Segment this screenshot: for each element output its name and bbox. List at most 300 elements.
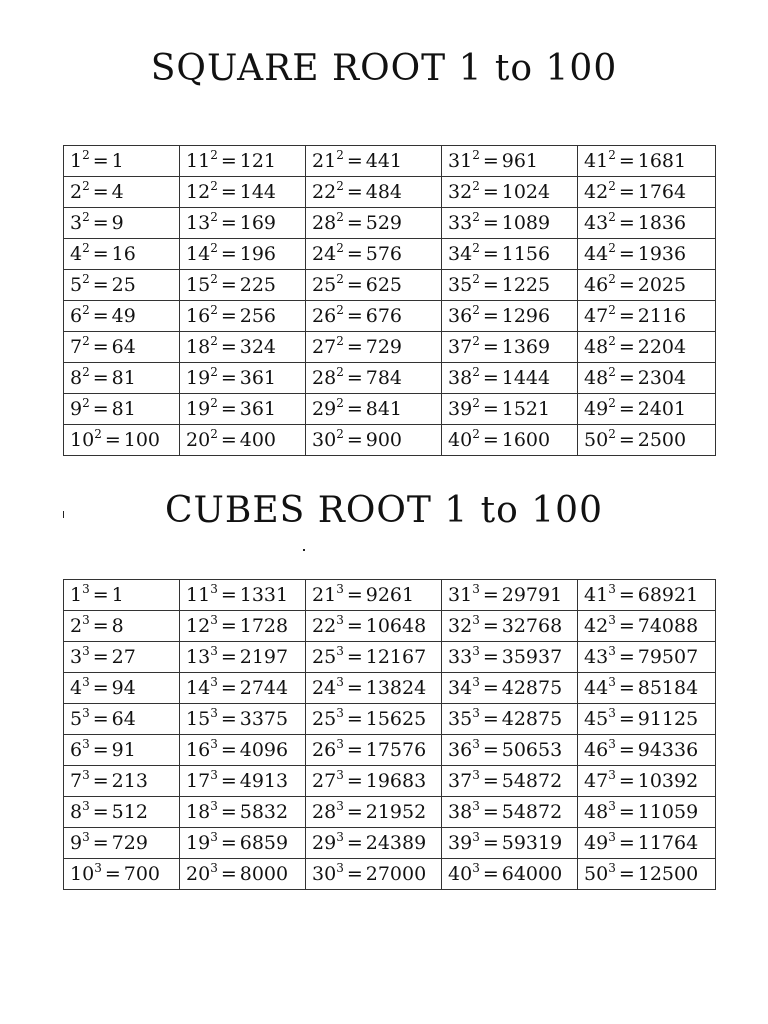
cell-exponent: 3	[336, 768, 344, 782]
table-cell	[180, 642, 306, 673]
cell-value: 1	[111, 150, 124, 172]
cell-exponent: 3	[210, 799, 218, 813]
cell-value: 512	[111, 801, 148, 823]
table-cell	[64, 363, 180, 394]
cell-exponent: 3	[336, 613, 344, 627]
cell-base: 49	[584, 398, 609, 420]
cell-base: 8	[70, 801, 83, 823]
cell-exponent: 2	[472, 396, 480, 410]
table-cell	[64, 270, 180, 301]
table-cell	[64, 301, 180, 332]
cell-base: 21	[312, 150, 337, 172]
cell-base: 46	[584, 739, 609, 761]
table-cell	[442, 239, 578, 270]
cell-value: 5832	[239, 801, 289, 823]
cell-base: 25	[312, 274, 337, 296]
equals-sign: =	[92, 801, 109, 823]
table-row	[64, 394, 716, 425]
equals-sign: =	[220, 181, 237, 203]
cell-value: 8000	[239, 863, 289, 885]
table-cell	[442, 704, 578, 735]
equals-sign: =	[220, 274, 237, 296]
cell-base: 46	[584, 274, 609, 296]
equals-sign: =	[346, 274, 363, 296]
table-cell	[306, 394, 442, 425]
cell-value: 700	[123, 863, 161, 885]
cell-base: 6	[70, 305, 83, 327]
equals-sign: =	[482, 243, 499, 265]
table-cell	[180, 332, 306, 363]
cell-value: 91125	[637, 708, 699, 730]
cell-exponent: 3	[82, 644, 90, 658]
cell-base: 7	[70, 770, 83, 792]
cell-exponent: 2	[608, 303, 616, 317]
table-cell	[442, 611, 578, 642]
cell-exponent: 2	[608, 272, 616, 286]
cell-value: 94336	[637, 739, 699, 761]
cell-value: 81	[111, 367, 136, 389]
cell-exponent: 3	[608, 582, 616, 596]
table-cell	[578, 146, 716, 177]
cell-value: 79507	[637, 646, 699, 668]
table-cell	[64, 580, 180, 611]
equals-sign: =	[618, 367, 635, 389]
equals-sign: =	[346, 305, 363, 327]
cell-base: 38	[448, 801, 473, 823]
cell-exponent: 2	[336, 303, 344, 317]
cell-value: 121	[239, 150, 277, 172]
equals-sign: =	[220, 677, 237, 699]
table-cell	[442, 208, 578, 239]
cell-exponent: 2	[608, 396, 616, 410]
cell-base: 18	[186, 801, 211, 823]
table-row	[64, 859, 716, 890]
cell-value: 1728	[239, 615, 289, 637]
equals-sign: =	[346, 243, 363, 265]
cell-value: 3375	[239, 708, 289, 730]
equals-sign: =	[346, 863, 363, 885]
cell-value: 17576	[365, 739, 427, 761]
cell-value: 1936	[637, 243, 687, 265]
equals-sign: =	[92, 739, 109, 761]
cell-base: 2	[70, 615, 83, 637]
cell-value: 27	[111, 646, 136, 668]
table-row	[64, 735, 716, 766]
table-cell	[306, 332, 442, 363]
table-cell	[578, 735, 716, 766]
cell-base: 29	[312, 398, 337, 420]
cell-base: 12	[186, 615, 211, 637]
equals-sign: =	[618, 832, 635, 854]
equals-sign: =	[92, 584, 109, 606]
cell-value: 74088	[637, 615, 699, 637]
cell-value: 900	[365, 429, 403, 451]
table-row	[64, 828, 716, 859]
cell-exponent: 2	[82, 303, 90, 317]
table-cell	[578, 797, 716, 828]
table-row	[64, 797, 716, 828]
equals-sign: =	[346, 739, 363, 761]
cell-value: 2197	[239, 646, 289, 668]
cell-base: 10	[70, 429, 95, 451]
cell-exponent: 2	[210, 396, 218, 410]
equals-sign: =	[482, 646, 499, 668]
cell-base: 48	[584, 801, 609, 823]
table-row	[64, 611, 716, 642]
equals-sign: =	[618, 863, 635, 885]
equals-sign: =	[220, 336, 237, 358]
cell-exponent: 2	[210, 272, 218, 286]
equals-sign: =	[220, 584, 237, 606]
table-cell	[442, 425, 578, 456]
cell-base: 37	[448, 336, 473, 358]
cell-value: 42875	[501, 708, 563, 730]
table-row	[64, 704, 716, 735]
table-cell	[442, 332, 578, 363]
cell-base: 8	[70, 367, 83, 389]
cell-base: 49	[584, 832, 609, 854]
table-cell	[306, 146, 442, 177]
cell-value: 24389	[365, 832, 427, 854]
cell-value: 8	[111, 615, 124, 637]
cell-exponent: 2	[608, 334, 616, 348]
cell-exponent: 3	[210, 830, 218, 844]
table-cell	[578, 828, 716, 859]
cell-value: 12167	[365, 646, 427, 668]
cell-base: 20	[186, 429, 211, 451]
cell-base: 39	[448, 398, 473, 420]
cell-exponent: 2	[472, 427, 480, 441]
cell-base: 45	[584, 708, 609, 730]
table-cell	[578, 859, 716, 890]
table-cell	[442, 146, 578, 177]
cell-base: 47	[584, 770, 609, 792]
cell-value: 42875	[501, 677, 563, 699]
table-cell	[442, 301, 578, 332]
equals-sign: =	[618, 615, 635, 637]
equals-sign: =	[618, 770, 635, 792]
equals-sign: =	[220, 832, 237, 854]
equals-sign: =	[618, 584, 635, 606]
cell-exponent: 2	[336, 210, 344, 224]
cell-base: 44	[584, 243, 609, 265]
cell-value: 841	[365, 398, 403, 420]
cell-base: 36	[448, 739, 473, 761]
table-cell	[306, 797, 442, 828]
cell-value: 576	[365, 243, 403, 265]
cell-value: 1764	[637, 181, 687, 203]
cell-exponent: 2	[210, 303, 218, 317]
cell-exponent: 3	[82, 613, 90, 627]
equals-sign: =	[92, 832, 109, 854]
cell-base: 31	[448, 584, 473, 606]
equals-sign: =	[104, 863, 121, 885]
cell-base: 50	[584, 863, 609, 885]
cell-value: 94	[111, 677, 136, 699]
cell-exponent: 2	[472, 303, 480, 317]
cell-base: 16	[186, 305, 211, 327]
cell-exponent: 3	[472, 582, 480, 596]
cell-value: 1681	[637, 150, 687, 172]
cell-exponent: 3	[210, 582, 218, 596]
cell-exponent: 2	[472, 334, 480, 348]
cell-base: 22	[312, 181, 337, 203]
cell-exponent: 3	[210, 613, 218, 627]
table-cell	[578, 239, 716, 270]
cell-base: 20	[186, 863, 211, 885]
table-cell	[442, 859, 578, 890]
equals-sign: =	[482, 801, 499, 823]
cell-value: 784	[365, 367, 403, 389]
cell-exponent: 2	[82, 148, 90, 162]
cell-value: 484	[365, 181, 403, 203]
cell-value: 29791	[501, 584, 563, 606]
cell-exponent: 2	[82, 179, 90, 193]
cell-exponent: 3	[472, 613, 480, 627]
table-cell	[64, 208, 180, 239]
cell-exponent: 3	[82, 830, 90, 844]
table-row	[64, 766, 716, 797]
cell-base: 14	[186, 243, 211, 265]
cell-base: 35	[448, 708, 473, 730]
cell-exponent: 3	[608, 861, 616, 875]
cell-exponent: 2	[210, 148, 218, 162]
cell-value: 196	[239, 243, 277, 265]
cell-value: 100	[123, 429, 161, 451]
equals-sign: =	[220, 739, 237, 761]
cell-base: 2	[70, 181, 83, 203]
cell-base: 9	[70, 832, 83, 854]
cell-base: 30	[312, 863, 337, 885]
table-cell	[180, 301, 306, 332]
cell-exponent: 2	[210, 334, 218, 348]
equals-sign: =	[92, 615, 109, 637]
cell-base: 12	[186, 181, 211, 203]
cell-exponent: 3	[336, 861, 344, 875]
cell-value: 59319	[501, 832, 563, 854]
table-cell	[180, 828, 306, 859]
cell-exponent: 2	[608, 365, 616, 379]
cell-base: 19	[186, 367, 211, 389]
cell-exponent: 2	[472, 148, 480, 162]
cell-base: 50	[584, 429, 609, 451]
cell-exponent: 3	[336, 830, 344, 844]
cell-exponent: 3	[336, 799, 344, 813]
equals-sign: =	[618, 739, 635, 761]
cell-exponent: 3	[336, 582, 344, 596]
cell-base: 1	[70, 150, 83, 172]
cell-exponent: 2	[210, 241, 218, 255]
cell-value: 1521	[501, 398, 551, 420]
cell-value: 68921	[637, 584, 699, 606]
cell-base: 30	[312, 429, 337, 451]
cell-exponent: 3	[472, 799, 480, 813]
cell-base: 26	[312, 305, 337, 327]
cell-base: 19	[186, 832, 211, 854]
cell-base: 14	[186, 677, 211, 699]
table-cell	[306, 673, 442, 704]
cell-base: 27	[312, 336, 337, 358]
cell-exponent: 2	[336, 396, 344, 410]
cell-base: 1	[70, 584, 83, 606]
cell-exponent: 3	[608, 613, 616, 627]
equals-sign: =	[220, 212, 237, 234]
cell-value: 676	[365, 305, 403, 327]
table-cell	[180, 239, 306, 270]
cell-base: 9	[70, 398, 83, 420]
table-cell	[64, 828, 180, 859]
equals-sign: =	[92, 398, 109, 420]
cell-exponent: 2	[608, 427, 616, 441]
cell-value: 2025	[637, 274, 687, 296]
cell-exponent: 3	[210, 644, 218, 658]
table-cell	[578, 177, 716, 208]
table-cell	[306, 425, 442, 456]
equals-sign: =	[346, 801, 363, 823]
cell-value: 11059	[637, 801, 699, 823]
cell-exponent: 3	[210, 737, 218, 751]
equals-sign: =	[220, 367, 237, 389]
cell-base: 43	[584, 646, 609, 668]
table-cell	[442, 270, 578, 301]
cell-value: 961	[501, 150, 539, 172]
cell-value: 54872	[501, 770, 563, 792]
table-cell	[180, 363, 306, 394]
equals-sign: =	[482, 305, 499, 327]
cell-base: 11	[186, 584, 211, 606]
equals-sign: =	[346, 336, 363, 358]
equals-sign: =	[346, 429, 363, 451]
table-cell	[578, 208, 716, 239]
table-cell	[180, 177, 306, 208]
cell-value: 2116	[637, 305, 687, 327]
cell-base: 15	[186, 708, 211, 730]
cell-value: 361	[239, 398, 277, 420]
cell-exponent: 3	[82, 768, 90, 782]
cell-exponent: 2	[472, 210, 480, 224]
table-cell	[180, 673, 306, 704]
cell-value: 1225	[501, 274, 551, 296]
cell-exponent: 3	[608, 799, 616, 813]
table-cell	[306, 177, 442, 208]
cell-exponent: 2	[608, 210, 616, 224]
table-cell	[64, 859, 180, 890]
cell-value: 225	[239, 274, 277, 296]
equals-sign: =	[92, 243, 109, 265]
cell-exponent: 3	[472, 861, 480, 875]
table-cell	[180, 797, 306, 828]
cell-exponent: 3	[608, 737, 616, 751]
equals-sign: =	[220, 150, 237, 172]
equals-sign: =	[482, 429, 499, 451]
cell-value: 19683	[365, 770, 427, 792]
cell-base: 11	[186, 150, 211, 172]
cell-value: 1369	[501, 336, 551, 358]
equals-sign: =	[346, 646, 363, 668]
table-cell	[64, 735, 180, 766]
cell-base: 21	[312, 584, 337, 606]
cell-base: 3	[70, 212, 83, 234]
table-cell	[442, 580, 578, 611]
table-cell	[442, 363, 578, 394]
square-table-title: SQUARE ROOT 1 to 100	[150, 48, 618, 89]
square-table	[63, 145, 716, 456]
cell-base: 32	[448, 615, 473, 637]
cell-base: 38	[448, 367, 473, 389]
cell-exponent: 2	[336, 427, 344, 441]
table-cell	[578, 766, 716, 797]
cell-base: 41	[584, 584, 609, 606]
table-cell	[306, 766, 442, 797]
cell-exponent: 3	[210, 706, 218, 720]
equals-sign: =	[346, 677, 363, 699]
table-cell	[306, 270, 442, 301]
cell-base: 31	[448, 150, 473, 172]
cell-value: 81	[111, 398, 136, 420]
table-cell	[64, 642, 180, 673]
cell-exponent: 3	[82, 582, 90, 596]
cell-value: 54872	[501, 801, 563, 823]
table-cell	[306, 208, 442, 239]
cell-base: 40	[448, 429, 473, 451]
cell-exponent: 3	[336, 644, 344, 658]
cell-value: 1331	[239, 584, 289, 606]
table-cell	[180, 425, 306, 456]
table-cell	[180, 859, 306, 890]
table-cell	[180, 146, 306, 177]
table-cell	[180, 766, 306, 797]
equals-sign: =	[482, 677, 499, 699]
cell-exponent: 3	[608, 706, 616, 720]
equals-sign: =	[618, 708, 635, 730]
table-cell	[442, 735, 578, 766]
table-cell	[180, 611, 306, 642]
cell-base: 47	[584, 305, 609, 327]
equals-sign: =	[618, 336, 635, 358]
table-cell	[180, 394, 306, 425]
cell-value: 10648	[365, 615, 427, 637]
equals-sign: =	[346, 832, 363, 854]
equals-sign: =	[482, 615, 499, 637]
cell-value: 169	[239, 212, 277, 234]
equals-sign: =	[346, 770, 363, 792]
table-row	[64, 146, 716, 177]
cell-value: 21952	[365, 801, 427, 823]
cell-exponent: 3	[210, 768, 218, 782]
cell-exponent: 2	[336, 365, 344, 379]
equals-sign: =	[618, 677, 635, 699]
table-cell	[442, 828, 578, 859]
cell-value: 64	[111, 708, 136, 730]
cell-exponent: 2	[336, 179, 344, 193]
cell-value: 91	[111, 739, 136, 761]
cell-exponent: 3	[82, 737, 90, 751]
table-cell	[64, 394, 180, 425]
equals-sign: =	[346, 708, 363, 730]
cell-value: 729	[365, 336, 403, 358]
cell-base: 16	[186, 739, 211, 761]
equals-sign: =	[104, 429, 121, 451]
cell-value: 4096	[239, 739, 289, 761]
cell-exponent: 2	[472, 179, 480, 193]
cell-value: 2204	[637, 336, 687, 358]
equals-sign: =	[346, 181, 363, 203]
cell-base: 42	[584, 181, 609, 203]
cell-base: 29	[312, 832, 337, 854]
table-cell	[306, 735, 442, 766]
equals-sign: =	[618, 429, 635, 451]
cell-exponent: 2	[82, 241, 90, 255]
